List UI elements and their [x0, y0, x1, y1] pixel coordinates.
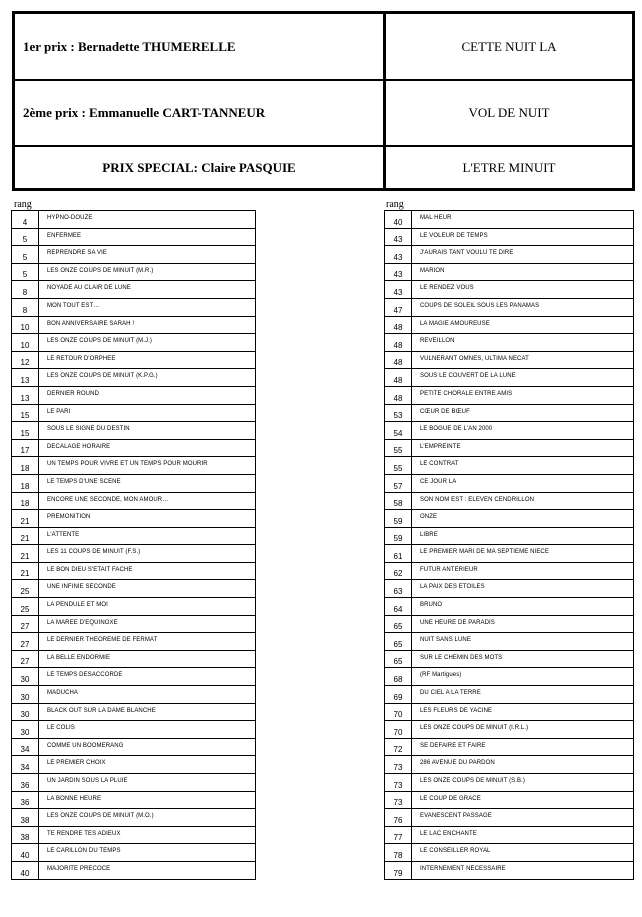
entry-title: ENCORE UNE SECONDE, MON AMOUR… [39, 492, 256, 510]
ranking-row [12, 263, 256, 281]
ranking-row [385, 298, 634, 316]
ranking-row [12, 633, 256, 651]
rank-number: 13 [12, 386, 39, 404]
entry-title: (RF Martigues) [412, 668, 634, 686]
ranking-row [385, 404, 634, 422]
rank-number: 27 [12, 615, 39, 633]
ranking-row [385, 211, 634, 229]
ranking-row [385, 861, 634, 879]
entry-title: BLACK OUT SUR LA DAME BLANCHE [39, 703, 256, 721]
ranking-row [385, 510, 634, 528]
rank-number: 38 [12, 809, 39, 827]
entry-title: LA PAIX DES ETOILES [412, 580, 634, 598]
ranking-row [385, 281, 634, 299]
ranking-row [12, 580, 256, 598]
ranking-row [12, 298, 256, 316]
rank-number: 8 [12, 298, 39, 316]
rank-number: 27 [12, 650, 39, 668]
ranking-row [385, 738, 634, 756]
ranking-row [385, 615, 634, 633]
entry-title: FUTUR ANTERIEUR [412, 562, 634, 580]
entry-title: UN JARDIN SOUS LA PLUIE [39, 774, 256, 792]
rank-number: 43 [385, 228, 412, 246]
entry-title: L'ATTENTE [39, 527, 256, 545]
ranking-row [12, 369, 256, 387]
ranking-row [385, 844, 634, 862]
rank-number: 73 [385, 791, 412, 809]
entry-title: LA BONNE HEURE [39, 791, 256, 809]
ranking-row [385, 492, 634, 510]
entry-title: LE BOGUE DE L'AN 2000 [412, 422, 634, 440]
entry-title: NUIT SANS LUNE [412, 633, 634, 651]
rank-number: 15 [12, 404, 39, 422]
entry-title: LES ONZE COUPS DE MINUIT (S.B.) [412, 774, 634, 792]
entry-title: LE CONTRAT [412, 457, 634, 475]
rank-number: 34 [12, 738, 39, 756]
prize-row-special [15, 147, 632, 188]
entry-title: DECALAGE HORAIRE [39, 439, 256, 457]
ranking-row [12, 826, 256, 844]
entry-title: VULNERANT OMNES, ULTIMA NECAT [412, 351, 634, 369]
entry-title: COMME UN BOOMERANG [39, 738, 256, 756]
entry-title: MADUCHA [39, 686, 256, 704]
ranking-row [385, 686, 634, 704]
entry-title: L'EMPREINTE [412, 439, 634, 457]
entry-title: LA MAGIE AMOUREUSE [412, 316, 634, 334]
ranking-row [12, 809, 256, 827]
entry-title: LE TEMPS DESACCORDE [39, 668, 256, 686]
rank-number: 4 [12, 211, 39, 229]
rank-number: 38 [12, 826, 39, 844]
ranking-row [12, 246, 256, 264]
rank-number: 25 [12, 580, 39, 598]
ranking-row [12, 404, 256, 422]
rank-number: 64 [385, 598, 412, 616]
ranking-row [385, 580, 634, 598]
rank-number: 65 [385, 615, 412, 633]
ranking-row [12, 474, 256, 492]
entry-title: LE RETOUR D'ORPHEE [39, 351, 256, 369]
entry-title: PREMONITION [39, 510, 256, 528]
entry-title: MAL HEUR [412, 211, 634, 229]
entry-title: LIBRE [412, 527, 634, 545]
entry-title: CE JOUR LA [412, 474, 634, 492]
ranking-row [385, 246, 634, 264]
ranking-row [12, 386, 256, 404]
rank-number: 15 [12, 422, 39, 440]
prize-table [12, 11, 635, 191]
rank-number: 68 [385, 668, 412, 686]
entry-title: DERNIER ROUND [39, 386, 256, 404]
rank-number: 72 [385, 738, 412, 756]
ranking-row [12, 334, 256, 352]
entry-title: MARION [412, 263, 634, 281]
rank-number: 48 [385, 316, 412, 334]
ranking-row [12, 774, 256, 792]
rank-number: 77 [385, 826, 412, 844]
rank-number: 5 [12, 263, 39, 281]
rank-number: 12 [12, 351, 39, 369]
rank-number: 73 [385, 774, 412, 792]
entry-title: SON NOM EST : ELEVEN CENDRILLON [412, 492, 634, 510]
ranking-row [12, 703, 256, 721]
rank-number: 36 [12, 791, 39, 809]
rank-number: 48 [385, 386, 412, 404]
ranking-row [12, 756, 256, 774]
entry-title: UNE HEURE DE PARADIS [412, 615, 634, 633]
ranking-row [12, 457, 256, 475]
rank-number: 70 [385, 703, 412, 721]
entry-title: UN TEMPS POUR VIVRE ET UN TEMPS POUR MOURIR [39, 457, 256, 475]
rank-number: 48 [385, 334, 412, 352]
entry-title: REVEILLON [412, 334, 634, 352]
rank-number: 58 [385, 492, 412, 510]
entry-title: SUR LE CHEMIN DES MOTS [412, 650, 634, 668]
rank-number: 25 [12, 598, 39, 616]
rank-number: 59 [385, 510, 412, 528]
rank-number: 34 [12, 756, 39, 774]
ranking-row [385, 756, 634, 774]
rank-number: 54 [385, 422, 412, 440]
entry-title: LA BELLE ENDORMIE [39, 650, 256, 668]
entry-title: LE COLIS [39, 721, 256, 739]
ranking-list-right [384, 210, 634, 880]
entry-title: LES FLEURS DE YACINE [412, 703, 634, 721]
ranking-row [12, 422, 256, 440]
rank-number: 57 [385, 474, 412, 492]
ranking-row [385, 650, 634, 668]
second-prize-winner: 2ème prix : Emmanuelle CART-TANNEUR [23, 105, 266, 120]
entry-title: LE RENDEZ VOUS [412, 281, 634, 299]
entry-title: LE LAC ENCHANTE [412, 826, 634, 844]
rang-label-left: rang [14, 199, 32, 210]
ranking-row [385, 316, 634, 334]
entry-title: ONZE [412, 510, 634, 528]
ranking-row [12, 439, 256, 457]
entry-title: LE PREMIER CHOIX [39, 756, 256, 774]
entry-title: INTERNEMENT NECESSAIRE [412, 861, 634, 879]
prize-row-second [15, 81, 632, 147]
rank-number: 78 [385, 844, 412, 862]
entry-title: MON TOUT EST… [39, 298, 256, 316]
ranking-row [385, 562, 634, 580]
entry-title: LE CARILLON DU TEMPS [39, 844, 256, 862]
rank-number: 61 [385, 545, 412, 563]
ranking-row [12, 545, 256, 563]
entry-title: UNE INFINIE SECONDE [39, 580, 256, 598]
special-prize-title: L'ETRE MINUIT [383, 147, 632, 188]
ranking-list-left [11, 210, 256, 880]
prize-row-first [15, 14, 632, 81]
rank-number: 8 [12, 281, 39, 299]
ranking-row [385, 263, 634, 281]
rank-number: 17 [12, 439, 39, 457]
first-prize-winner: 1er prix : Bernadette THUMERELLE [23, 38, 236, 54]
rank-number: 62 [385, 562, 412, 580]
ranking-row [385, 334, 634, 352]
ranking-row [12, 844, 256, 862]
entry-title: 286 AVENUE DU PARDON [412, 756, 634, 774]
ranking-row [12, 316, 256, 334]
entry-title: ENFERMEE [39, 228, 256, 246]
rank-number: 21 [12, 545, 39, 563]
entry-title: LES 11 COUPS DE MINUIT (F.S.) [39, 545, 256, 563]
rank-number: 13 [12, 369, 39, 387]
rank-number: 5 [12, 246, 39, 264]
entry-title: LA PENDULE ET MOI [39, 598, 256, 616]
entry-title: NOYADE AU CLAIR DE LUNE [39, 281, 256, 299]
entry-title: LE CONSEILLER ROYAL [412, 844, 634, 862]
entry-title: J'AURAIS TANT VOULU TE DIRE [412, 246, 634, 264]
rank-number: 18 [12, 457, 39, 475]
entry-title: MAJORITE PRECOCE [39, 861, 256, 879]
rank-number: 43 [385, 281, 412, 299]
ranking-row [385, 545, 634, 563]
entry-title: LE BON DIEU S'ETAIT FACHE [39, 562, 256, 580]
rank-number: 40 [12, 844, 39, 862]
ranking-row [385, 826, 634, 844]
entry-title: LA MAREE D'EQUINOXE [39, 615, 256, 633]
first-prize-title: CETTE NUIT LA [383, 14, 632, 79]
rank-number: 30 [12, 703, 39, 721]
rank-number: 69 [385, 686, 412, 704]
entry-title: HYPNO-DOUZE [39, 211, 256, 229]
rank-number: 55 [385, 457, 412, 475]
rank-number: 63 [385, 580, 412, 598]
rank-number: 55 [385, 439, 412, 457]
ranking-row [385, 598, 634, 616]
ranking-row [12, 211, 256, 229]
ranking-row [12, 615, 256, 633]
ranking-row [385, 369, 634, 387]
rank-number: 43 [385, 246, 412, 264]
rank-number: 40 [12, 861, 39, 879]
ranking-row [385, 457, 634, 475]
rank-number: 40 [385, 211, 412, 229]
entry-title: LE PARI [39, 404, 256, 422]
rank-number: 30 [12, 686, 39, 704]
ranking-row [12, 598, 256, 616]
ranking-row [12, 738, 256, 756]
ranking-row [12, 686, 256, 704]
ranking-row [385, 809, 634, 827]
rank-number: 36 [12, 774, 39, 792]
rank-number: 79 [385, 861, 412, 879]
rank-number: 65 [385, 650, 412, 668]
ranking-row [385, 351, 634, 369]
ranking-row [12, 510, 256, 528]
ranking-row [385, 774, 634, 792]
ranking-row [385, 527, 634, 545]
entry-title: LE COUP DE GRACE [412, 791, 634, 809]
rank-number: 59 [385, 527, 412, 545]
rank-number: 10 [12, 334, 39, 352]
ranking-row [12, 721, 256, 739]
ranking-row [12, 281, 256, 299]
rank-number: 21 [12, 562, 39, 580]
rank-number: 48 [385, 351, 412, 369]
entry-title: COUPS DE SOLEIL SOUS LES PANAMAS [412, 298, 634, 316]
rank-number: 73 [385, 756, 412, 774]
ranking-row [12, 791, 256, 809]
rank-number: 48 [385, 369, 412, 387]
rank-number: 18 [12, 474, 39, 492]
entry-title: EVANESCENT PASSAGE [412, 809, 634, 827]
second-prize-title: VOL DE NUIT [383, 81, 632, 145]
entry-title: REPRENDRE SA VIE [39, 246, 256, 264]
rank-number: 21 [12, 527, 39, 545]
entry-title: TE RENDRE TES ADIEUX [39, 826, 256, 844]
entry-title: SOUS LE COUVERT DE LA LUNE [412, 369, 634, 387]
rank-number: 47 [385, 298, 412, 316]
ranking-row [385, 703, 634, 721]
entry-title: BON ANNIVERSAIRE SARAH ! [39, 316, 256, 334]
rank-number: 10 [12, 316, 39, 334]
entry-title: LE VOLEUR DE TEMPS [412, 228, 634, 246]
ranking-row [12, 351, 256, 369]
ranking-row [385, 633, 634, 651]
entry-title: BRUNO [412, 598, 634, 616]
entry-title: CŒUR DE BŒUF [412, 404, 634, 422]
entry-title: DU CIEL A LA TERRE [412, 686, 634, 704]
entry-title: SOUS LE SIGNE DU DESTIN [39, 422, 256, 440]
ranking-row [12, 492, 256, 510]
rank-number: 27 [12, 633, 39, 651]
entry-title: LES ONZE COUPS DE MINUIT (M.R.) [39, 263, 256, 281]
ranking-row [385, 228, 634, 246]
entry-title: LES ONZE COUPS DE MINUIT (M.J.) [39, 334, 256, 352]
ranking-row [385, 791, 634, 809]
ranking-row [12, 861, 256, 879]
rank-number: 65 [385, 633, 412, 651]
rank-number: 76 [385, 809, 412, 827]
entry-title: LES ONZE COUPS DE MINUIT (M.O.) [39, 809, 256, 827]
rank-number: 21 [12, 510, 39, 528]
rank-number: 53 [385, 404, 412, 422]
rank-number: 70 [385, 721, 412, 739]
ranking-row [385, 386, 634, 404]
entry-title: LES ONZE COUPS DE MINUIT (I.R.L.) [412, 721, 634, 739]
rang-label-right: rang [386, 199, 404, 210]
ranking-row [12, 228, 256, 246]
entry-title: PETITE CHORALE ENTRE AMIS [412, 386, 634, 404]
entry-title: LE TEMPS D'UNE SCENE [39, 474, 256, 492]
rank-number: 30 [12, 721, 39, 739]
ranking-row [385, 474, 634, 492]
entry-title: LE DERNIER THEOREME DE FERMAT [39, 633, 256, 651]
rank-number: 18 [12, 492, 39, 510]
entry-title: LE PREMIER MARI DE MA SEPTIEME NIECE [412, 545, 634, 563]
rank-number: 43 [385, 263, 412, 281]
ranking-row [385, 721, 634, 739]
ranking-row [12, 527, 256, 545]
ranking-row [12, 650, 256, 668]
ranking-row [385, 668, 634, 686]
entry-title: SE DEFAIRE ET FAIRE [412, 738, 634, 756]
ranking-row [12, 562, 256, 580]
special-prize-winner: PRIX SPECIAL: Claire PASQUIE [102, 159, 296, 175]
rank-number: 30 [12, 668, 39, 686]
ranking-row [12, 668, 256, 686]
rank-number: 5 [12, 228, 39, 246]
ranking-row [385, 439, 634, 457]
entry-title: LES ONZE COUPS DE MINUIT (K.P.G.) [39, 369, 256, 387]
ranking-row [385, 422, 634, 440]
